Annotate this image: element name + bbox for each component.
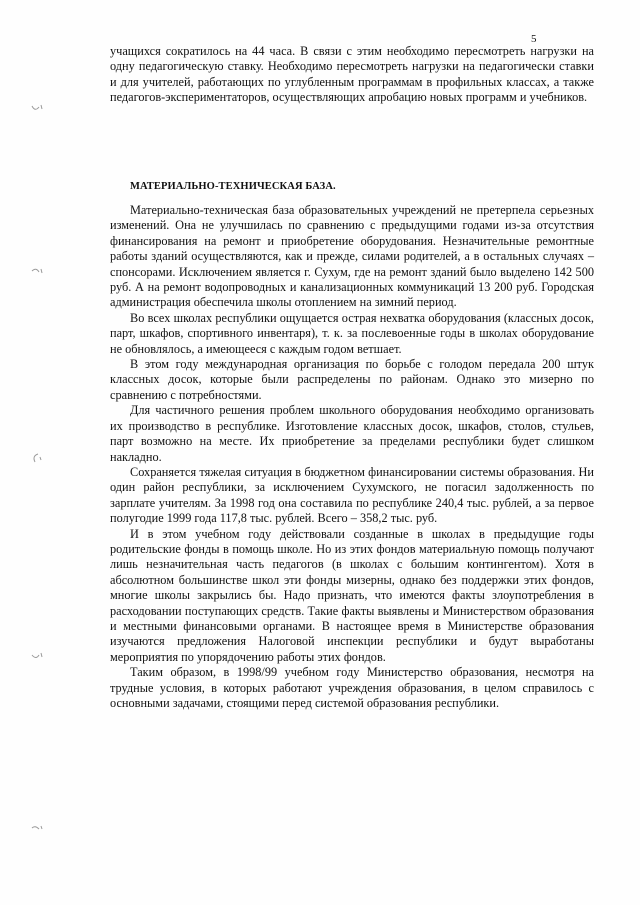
top-paragraph: учащихся сократилось на 44 часа. В связи с этим необходимо пересмотреть нагрузки на одну педагогическую ставку. Необходимо пересмотреть нагрузки на педагогически ставки и для учителей, работающих по углубленным программам в профильных классах, а также педагогов-экспериментаторов, осуществляющих апробацию новых программ и учебников. bbox=[110, 44, 594, 105]
paragraph-3: В этом году международная организация по борьбе с голодом передала 200 штук классных досок, которые были распределены по районам. Однако это мизерно по сравнению с потребностями. bbox=[110, 357, 594, 402]
paragraph-1: Материально-техническая база образовательных учреждений не претерпела серьезных изменений. Она не улучшилась по сравнению с предыдущими годами из-за отсутствия финансирования на ремонт и приобретение оборудования. Незначительные ремонтные работы зданий осуществляются, как и прежде, силами родителей, а в остальных случаях – спонсорами. Исключением является г. Сухум, где на ремонт зданий было выделено 142 500 руб. А на ремонт водопроводных и канализационных коммуникаций 13 200 руб. Городская администрация обеспечила школы отоплением на зимний период. bbox=[110, 203, 594, 310]
section-heading: МАТЕРИАЛЬНО-ТЕХНИЧЕСКАЯ БАЗА. bbox=[130, 181, 336, 192]
binder-hole-mark-icon bbox=[30, 452, 44, 462]
paragraph-6: И в этом учебном году действовали созданные в школах в предыдущие годы родительские фонды в помощь школе. Но из этих фондов материальную помощь получают лишь незначительная часть педагогов (в школах с большим контингентом). Хотя в абсолютном большинстве школ эти фонды мизерны, однако без поддержки этих фондов, многие школы закрылись бы. Надо признать, что имеются факты злоупотребления в расходовании поступающих средств. Такие факты выявлены и Министерством образования и местными финансовыми органами. В настоящее время в Министерстве образования изучаются предложения Налоговой инспекции республики и будут выработаны мероприятия по упорядочению работы этих фондов. bbox=[110, 526, 594, 664]
binder-hole-mark-icon bbox=[30, 103, 44, 113]
paragraph-5: Сохраняется тяжелая ситуация в бюджетном финансировании системы образования. Ни один район республики, за исключением Сухумского, не погасил задолженность по зарплате учителям. За 1998 год она составила по республике 240,4 тыс. рублей, а за первое полугодие 1999 года 117,8 тыс. рублей. Всего – 358,2 тыс. руб. bbox=[110, 464, 594, 526]
binder-hole-mark-icon bbox=[30, 651, 44, 661]
page-number: 5 bbox=[531, 33, 537, 45]
paragraph-4: Для частичного решения проблем школьного оборудования необходимо организовать их производство в республике. Изготовление классных досок, шкафов, столов, стульев, парт возможно на месте. Их приобретение за пределами республики будет слишком накладно. bbox=[110, 403, 594, 464]
top-text-block bbox=[110, 44, 594, 106]
binder-hole-mark-icon bbox=[30, 266, 44, 276]
paragraph-7: Таким образом, в 1998/99 учебном году Министерство образования, несмотря на трудные условия, в которых работают учреждения образования, в целом справилось с основными задачами, стоящими перед системой образования республики. bbox=[110, 665, 594, 710]
main-text-block bbox=[110, 203, 594, 711]
paragraph-2: Во всех школах республики ощущается острая нехватка оборудования (классных досок, парт, шкафов, спортивного инвентаря), т. к. за послевоенные годы в школах оборудование не обновлялось, а имеющееся с каждым годом ветшает. bbox=[110, 310, 594, 356]
binder-hole-mark-icon bbox=[30, 823, 44, 833]
